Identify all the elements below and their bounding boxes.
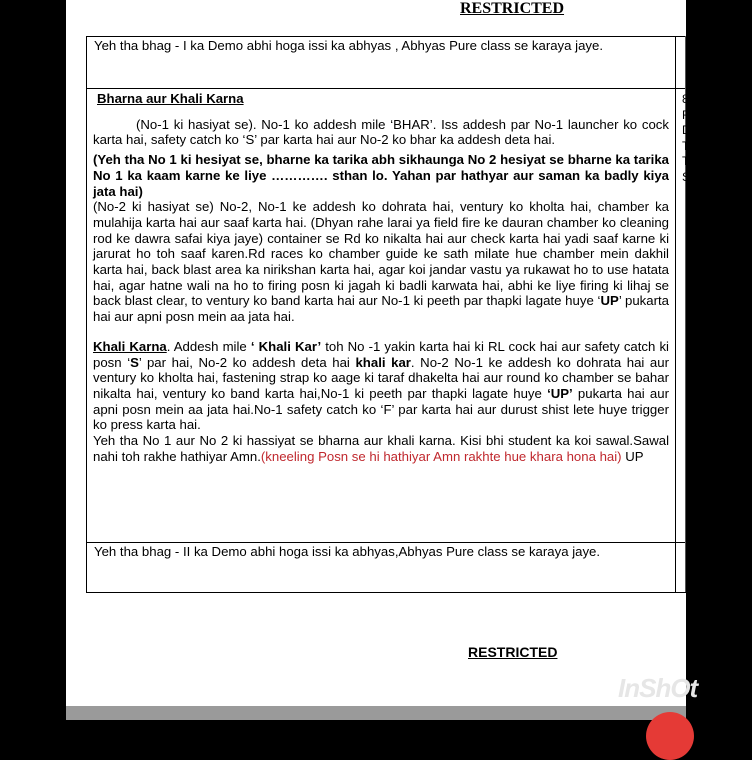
khali-kar-bold: khali kar (355, 354, 411, 370)
khali-kar-command: ‘ Khali Kar’ (250, 338, 322, 354)
para-no2-hasiyat (93, 199, 669, 325)
khali-karna-text-c: ’ par hai, No-2 ko addesh deta hai (138, 354, 356, 370)
side-char: T (682, 138, 690, 153)
closing-up: UP (621, 448, 644, 464)
watermark-logo: InShOt (618, 673, 698, 703)
side-column-clipped (682, 92, 691, 186)
side-char: S (682, 169, 691, 184)
section-bharna-khali (93, 91, 669, 464)
para-khali-karna (93, 339, 669, 433)
khali-karna-up: ‘UP’ (547, 385, 573, 401)
document-page (66, 0, 691, 706)
table-border-left (86, 36, 87, 592)
side-char: D (682, 123, 691, 138)
khali-karna-text-d: . No-2 No-1 ke addesh ko dohrata hai aur ventury ko kholta hai, fastening strap ko aage ki taraf dhakelta hai aur round ko chamber se bahar nikalta hai, ventury ko band karta hai,No-1 ki peeth par thapki lagate huye (93, 354, 669, 401)
khali-karna-text-e: pukarta hai aur apni posn mein aa jata hai.No-1 safety catch ko ‘F’ par karta hai aur durust shist lete huye trigger ko press karta hai. (93, 385, 669, 433)
table-border-row1 (86, 88, 686, 89)
section-title: Bharna aur Khali Karna (97, 91, 244, 106)
table-border-mid (675, 36, 676, 592)
closing-red-note: (kneeling Posn se hi hathiyar Amn rakhte hue khara hona hai) (260, 448, 622, 464)
side-char: 8 (682, 92, 689, 106)
khali-karna-label: Khali Karna (93, 338, 167, 354)
khali-karna-text-a: . Addesh mile (166, 338, 251, 354)
khali-karna-text-b: toh No -1 yakin karta hai ki RL cock hai aur safety catch ki posn ‘ (93, 338, 669, 370)
table-border-bottom (86, 592, 686, 593)
para-no2-text: (No-2 ki hasiyat se) No-2, No-1 ke addesh ko dohrata hai, ventury ko kholta hai, chamber ka mulahija karta hai aur saaf karta hai. (Dhyan rahe larai ya field fire ke dauran chamber ko cleaning rod ke dawra safai kiya jaye) container se Rd ko nikalta hai aur check karta hai yadi saaf karne ki jarurat ho toh saaf karen.Rd races ko chamber guide ke sath milate hue chamber mein dakhil karta hai, back blast area ka nirikshan karta hai, agar koi jandar vastu ya rukawat ho to use hatata hai, agar hatne wali na ho to firing posn ki jagah ki badli karwata hai, abhi ke liye firing ki lihaj se back blast clear, to ventury ko band karta hai aur No-1 ki peeth par thapki lagate huye ‘ (93, 199, 669, 309)
para-no1-hasiyat: (No-1 ki hasiyat se). No-1 ko addesh mile ‘BHAR’. Iss addesh par No-1 launcher ko cock karta hai, safety catch ko ‘S’ par karta hai aur No-2 ko bhar ka addesh deta hai. (93, 116, 669, 148)
para-closing (93, 433, 669, 464)
header-restricted-label: RESTRICTED (460, 0, 565, 17)
para-no1-summary: (Yeh tha No 1 ki hesiyat se, bharne ka tarika abh sikhaunga No 2 hesiyat se bharne ka tarika No 1 ka kaam karne ke liye …………. sthan lo. Yahan par hathyar aur saman ka badly kiya jata hai) (93, 152, 669, 199)
para-no2-up: UP (600, 293, 619, 309)
record-button[interactable] (646, 712, 694, 760)
footer-restricted-label: RESTRICTED (468, 644, 558, 660)
table-border-top (86, 36, 686, 37)
row-part1-text: Yeh tha bhag - I ka Demo abhi hoga issi ka abhyas , Abhyas Pure class se karaya jaye. (94, 38, 603, 53)
khali-karna-s: S (130, 354, 139, 370)
table-border-row2 (86, 542, 686, 543)
closing-text: Yeh tha No 1 aur No 2 ki hassiyat se bharna aur khali karna. Kisi bhi student ka koi sawal.Sawal nahi toh rakhe hathiyar Amn. (93, 433, 669, 464)
row-part2-text: Yeh tha bhag - II ka Demo abhi hoga issi ka abhyas,Abhyas Pure class se karaya jaye. (94, 544, 601, 559)
para-no2-tail: ’ pukarta hai aur apni posn mein aa jata hai. (93, 293, 670, 325)
bottom-strip (66, 706, 686, 720)
side-char: T (682, 154, 690, 169)
side-char: F (682, 107, 690, 122)
